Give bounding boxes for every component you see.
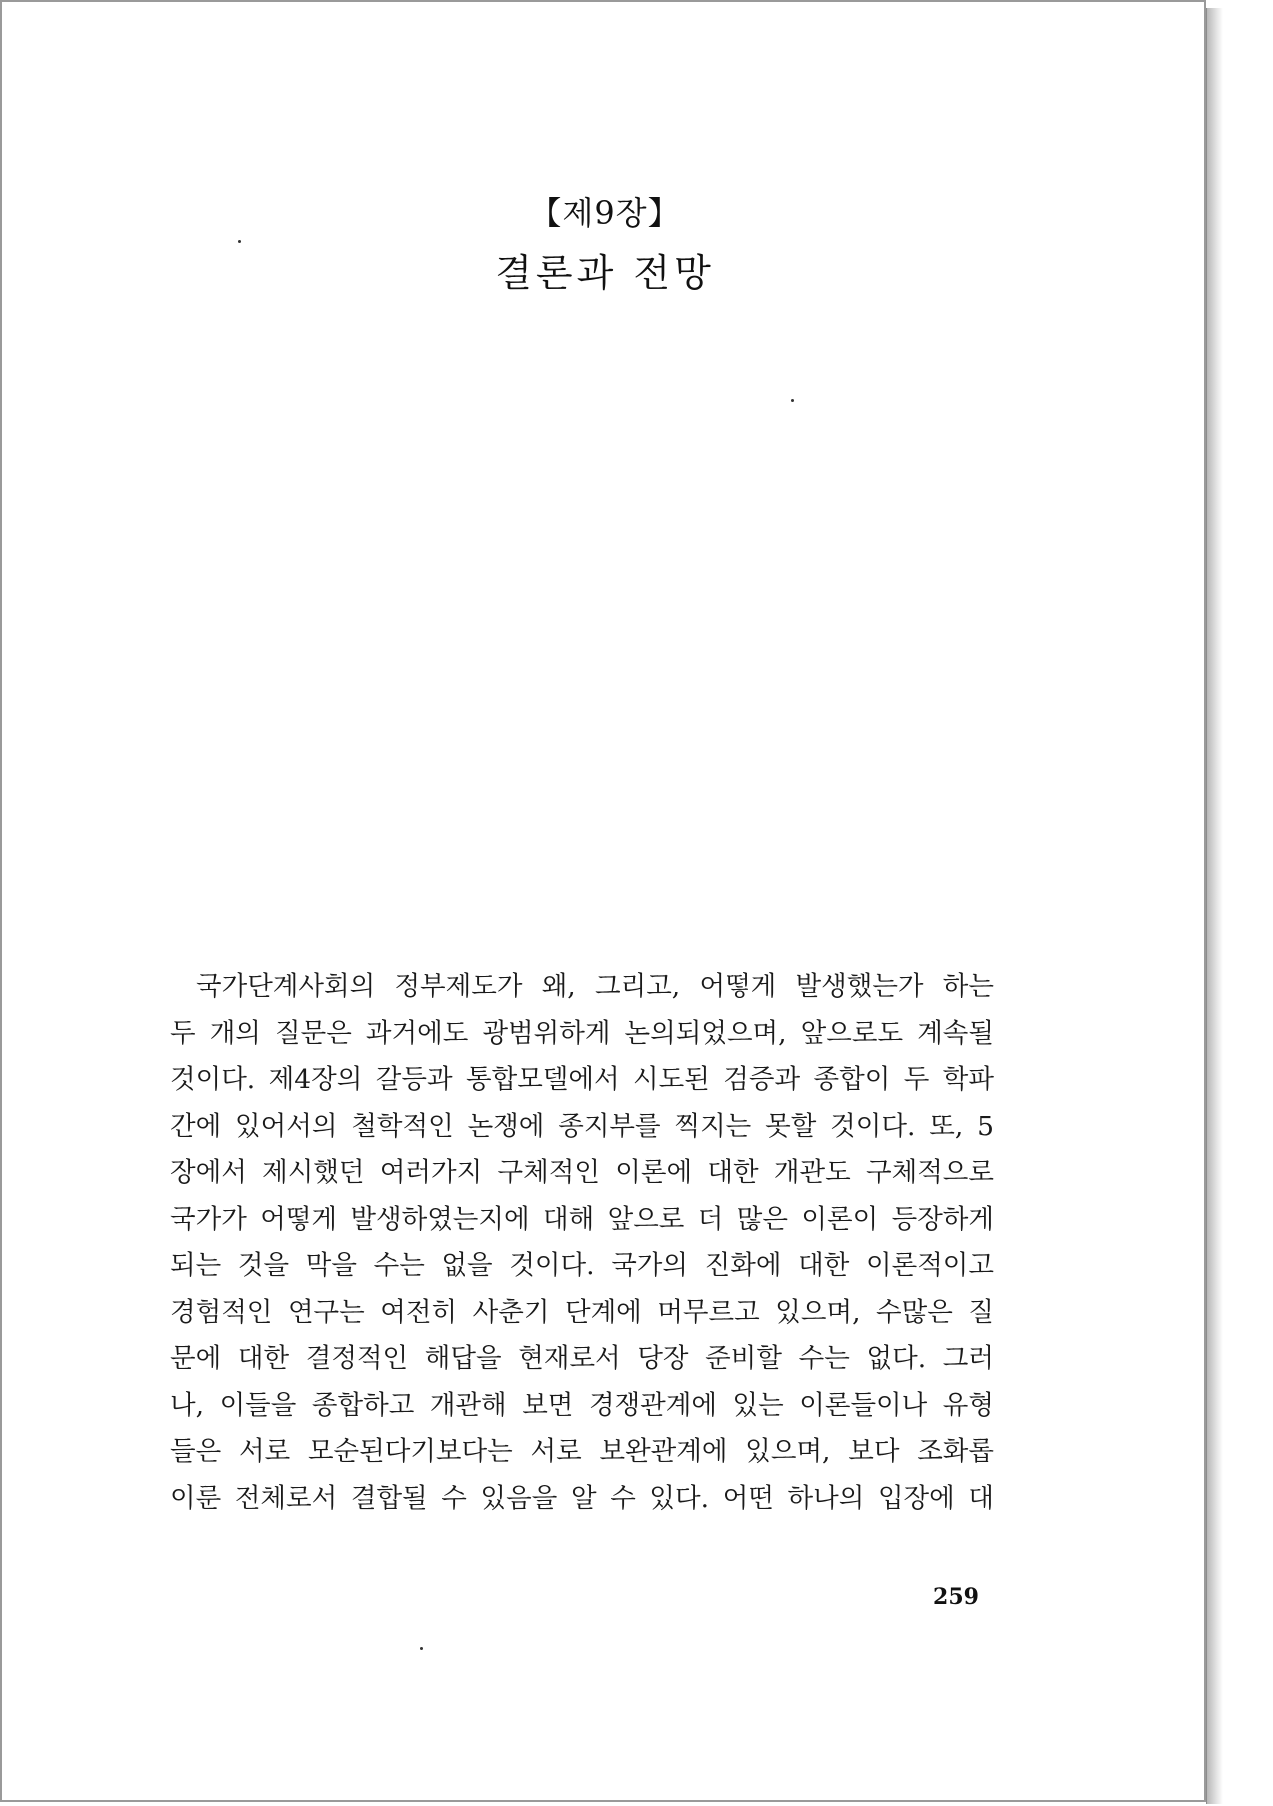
scan-speck	[791, 399, 794, 402]
body-line: 국가가 어떻게 발생하였는지에 대해 앞으로 더 많은 이론이 등장하게	[170, 1203, 994, 1235]
chapter-title: 결론과 전망	[495, 251, 715, 295]
body-line: 경험적인 연구는 여전히 사춘기 단계에 머무르고 있으며, 수많은 질	[170, 1296, 994, 1328]
body-line: 들은 서로 모순된다기보다는 서로 보완관계에 있으며, 보다 조화롭	[170, 1436, 994, 1467]
scan-speck	[238, 240, 241, 243]
body-line: 문에 대한 결정적인 해답을 현재로서 당장 준비할 수는 없다. 그러	[170, 1343, 994, 1374]
body-line: 되는 것을 막을 수는 없을 것이다. 국가의 진화에 대한 이론적이고	[170, 1250, 994, 1281]
body-line: 것이다. 제4장의 갈등과 통합모델에서 시도된 검증과 종합이 두 학파	[170, 1064, 994, 1095]
body-line: 간에 있어서의 철학적인 논쟁에 종지부를 찍지는 못할 것이다. 또, 5	[170, 1110, 994, 1142]
body-line: 나, 이들을 종합하고 개관해 보면 경쟁관계에 있는 이론들이나 유형	[170, 1389, 994, 1421]
body-paragraph	[170, 964, 994, 1522]
body-line: 장에서 제시했던 여러가지 구체적인 이론에 대한 개관도 구체적으로	[170, 1157, 994, 1188]
page-number: 259	[933, 1584, 979, 1610]
chapter-label: 【제9장】	[529, 194, 681, 232]
body-line: 두 개의 질문은 과거에도 광범위하게 논의되었으며, 앞으로도 계속될	[170, 1017, 994, 1049]
body-line: 국가단계사회의 정부제도가 왜, 그리고, 어떻게 발생했는가 하는	[196, 971, 994, 1002]
body-line: 이룬 전체로서 결합될 수 있음을 알 수 있다. 어떤 하나의 입장에 대	[170, 1482, 994, 1514]
page-edge-shadow	[1206, 8, 1223, 1804]
scan-speck	[420, 1647, 423, 1650]
